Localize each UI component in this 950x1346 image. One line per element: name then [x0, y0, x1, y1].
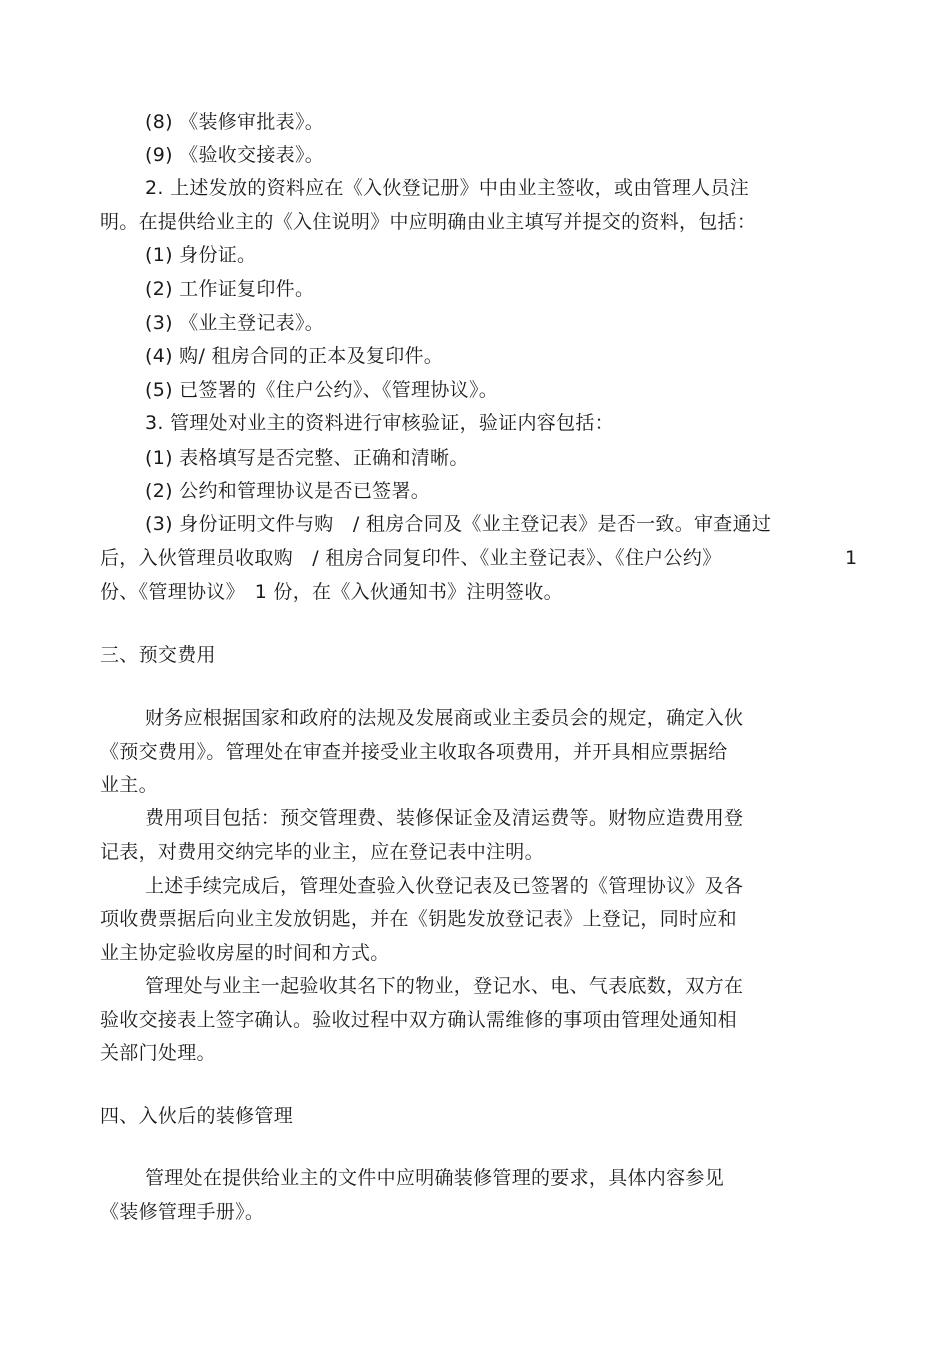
- paragraph-line: 管理处在提供给业主的文件中应明确装修管理的要求，具体内容参见: [145, 1167, 725, 1189]
- list-item: (2) 工作证复印件。: [145, 278, 315, 300]
- list-item: (8) 《装修审批表》。: [145, 111, 325, 133]
- list-item: (3) 《业主登记表》。: [145, 312, 325, 334]
- paragraph-line: 后，入伙管理员收取购 / 租房合同复印件、《业主登记表》、《住户公约》: [100, 547, 722, 569]
- list-item: (1) 身份证。: [145, 244, 257, 266]
- paragraph-line: 管理处与业主一起验收其名下的物业，登记水、电、气表底数，双方在: [145, 975, 744, 997]
- paragraph-line: 验收交接表上签字确认。验收过程中双方确认需维修的事项由管理处通知相: [100, 1009, 737, 1031]
- paragraph-line: 项收费票据后向业主发放钥匙，并在《钥匙发放登记表》上登记，同时应和: [100, 908, 737, 930]
- paragraph-line: 3. 管理处对业主的资料进行审核验证，验证内容包括：: [145, 412, 614, 434]
- paragraph-line: 业主。: [100, 774, 158, 796]
- paragraph-line: 2. 上述发放的资料应在《入伙登记册》中由业主签收，或由管理人员注: [145, 177, 750, 199]
- list-item: (4) 购/ 租房合同的正本及复印件。: [145, 345, 444, 367]
- paragraph-line: 记表，对费用交纳完毕的业主，应在登记表中注明。: [100, 841, 544, 863]
- paragraph-line: 业主协定验收房屋的时间和方式。: [100, 942, 390, 964]
- paragraph-line: 《预交费用》。管理处在审查并接受业主收取各项费用，并开具相应票据给: [100, 741, 728, 763]
- paragraph-line-tail: 1: [845, 547, 858, 569]
- paragraph-line: 份、《管理协议》 1 份，在《入伙通知书》注明签收。: [100, 581, 563, 603]
- paragraph-line: 关部门处理。: [100, 1042, 216, 1064]
- list-item: (2) 公约和管理协议是否已签署。: [145, 480, 431, 502]
- list-item: (9) 《验收交接表》。: [145, 144, 325, 166]
- paragraph-line: 上述手续完成后，管理处查验入伙登记表及已签署的《管理协议》及各: [145, 875, 744, 897]
- section-heading: 四、入伙后的装修管理: [100, 1105, 294, 1127]
- paragraph-line: 费用项目包括：预交管理费、装修保证金及清运费等。财物应造费用登: [145, 807, 744, 829]
- list-item: (1) 表格填写是否完整、正确和清晰。: [145, 447, 469, 469]
- paragraph-line: 财务应根据国家和政府的法规及发展商或业主委员会的规定，确定入伙: [145, 707, 744, 729]
- list-item: (3) 身份证明文件与购 / 租房合同及《业主登记表》是否一致。审查通过: [145, 513, 772, 535]
- list-item: (5) 已签署的《住户公约》、《管理协议》。: [145, 379, 499, 401]
- paragraph-line: 《装修管理手册》。: [100, 1201, 265, 1223]
- section-heading: 三、预交费用: [100, 644, 216, 666]
- paragraph-line: 明。在提供给业主的《入住说明》中应明确由业主填写并提交的资料，包括：: [100, 211, 757, 233]
